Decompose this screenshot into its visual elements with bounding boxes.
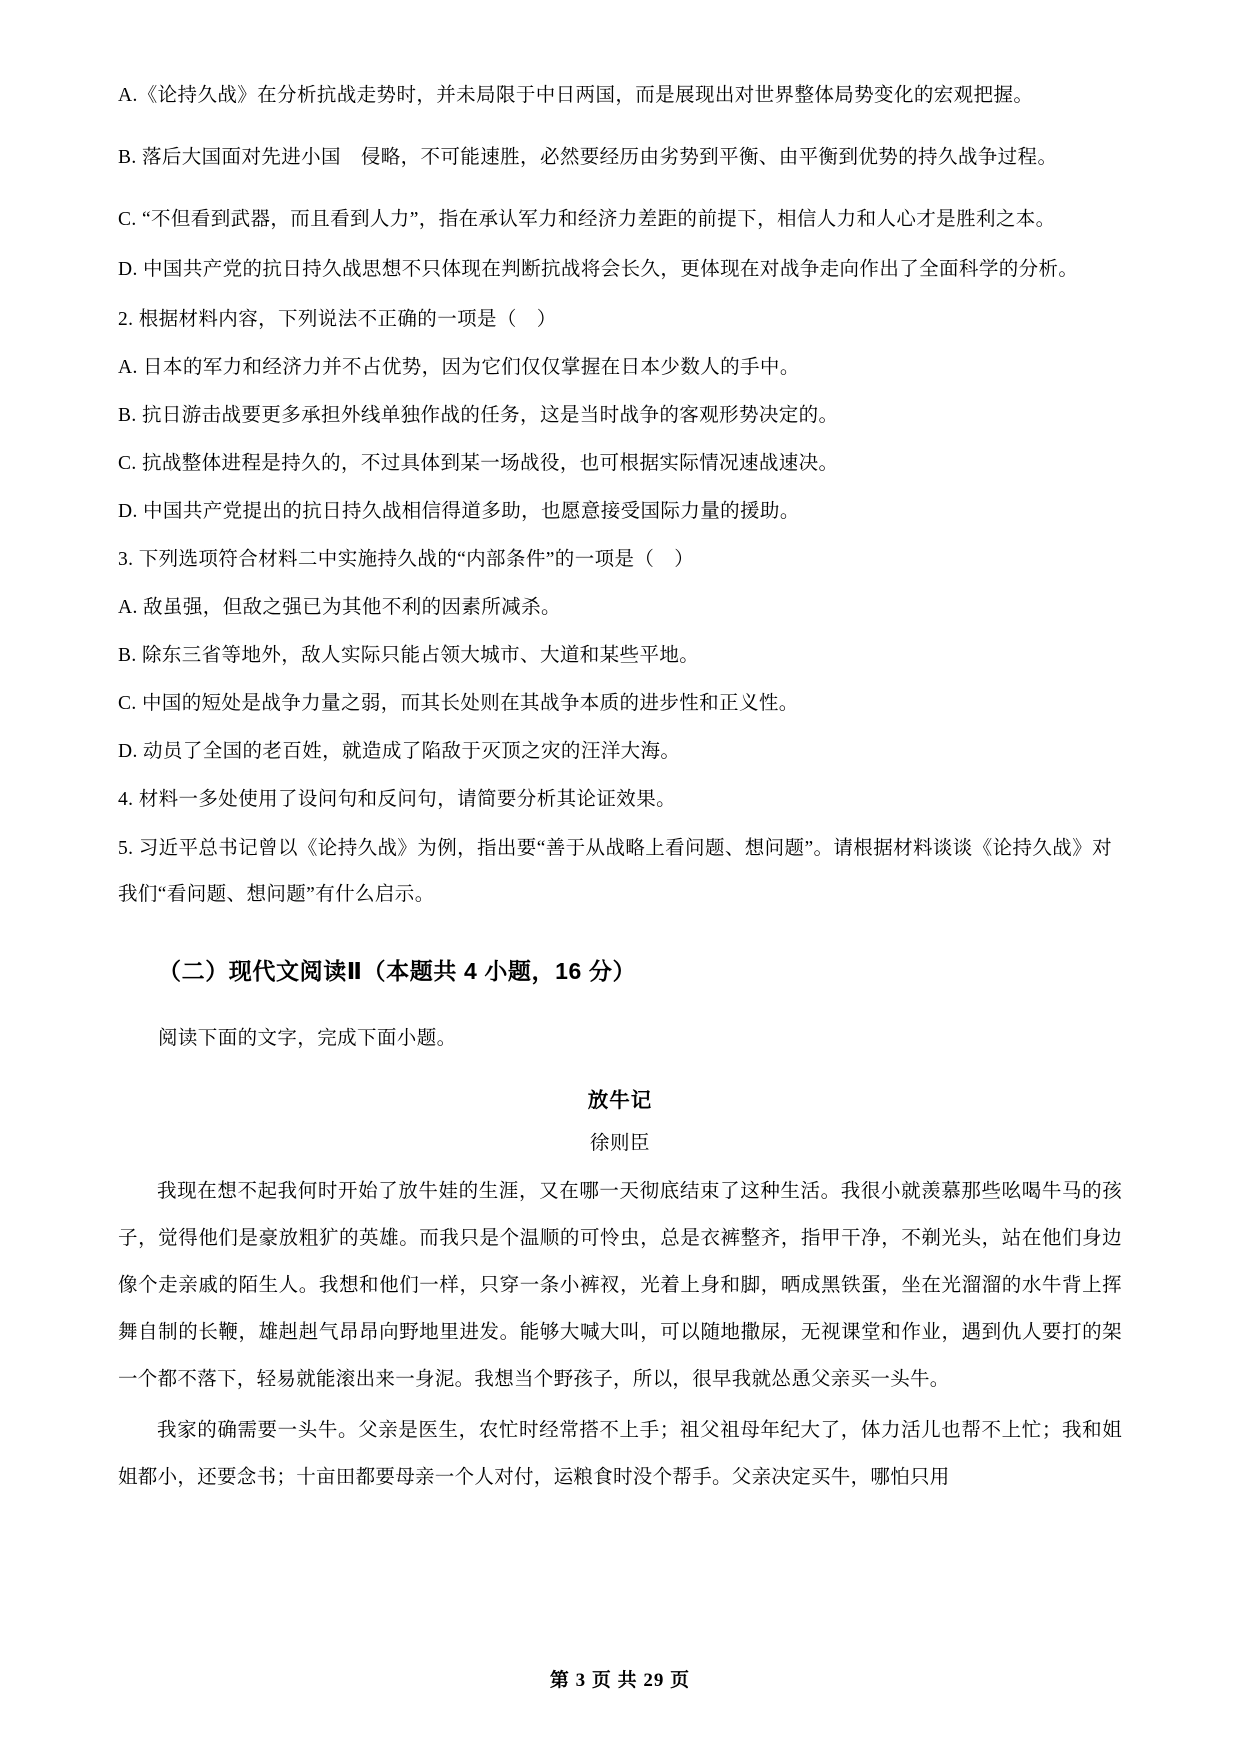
- q2-option-b: B. 抗日游击战要更多承担外线单独作战的任务，这是当时战争的客观形势决定的。: [118, 405, 839, 426]
- article-paragraph: 我家的确需要一头牛。父亲是医生，农忙时经常搭不上手；祖父祖母年纪大了，体力活儿也帮不上忙；我和姐姐都小，还要念书；十亩田都要母亲一个人对付，运粮食时没个帮手。父亲决定买牛，哪怕只用: [118, 1420, 1122, 1488]
- article-author: 徐则臣: [589, 1133, 651, 1154]
- q1-option-c: C. “不但看到武器，而且看到人力”，指在承认军力和经济力差距的前提下，相信人力和人心才是胜利之本。: [118, 209, 1056, 230]
- section-2-heading: （二）现代文阅读Ⅱ（本题共 4 小题，16 分）: [158, 958, 637, 984]
- q2-stem: 2. 根据材料内容，下列说法不正确的一项是（ ）: [118, 309, 557, 330]
- q3-option-a: A. 敌虽强，但敌之强已为其他不利的因素所减杀。: [118, 597, 561, 618]
- q1-option-d: D. 中国共产党的抗日持久战思想不只体现在判断抗战将会长久，更体现在对战争走向作出了全面科学的分析。: [118, 259, 1079, 280]
- q3-stem: 3. 下列选项符合材料二中实施持久战的“内部条件”的一项是（ ）: [118, 549, 695, 570]
- q3-option-b: B. 除东三省等地外，敌人实际只能占领大城市、大道和某些平地。: [118, 645, 700, 666]
- q3-option-c: C. 中国的短处是战争力量之弱，而其长处则在其战争本质的进步性和正义性。: [118, 693, 799, 714]
- q1-option-a: A.《论持久战》在分析抗战走势时，并未局限于中日两国，而是展现出对世界整体局势变化的宏观把握。: [118, 85, 1034, 106]
- q1-option-b: B. 落后大国面对先进小国 侵略，不可能速胜，必然要经历由劣势到平衡、由平衡到优势的持久战争过程。: [118, 147, 1058, 168]
- page-content: [118, 74, 1122, 1501]
- q3-option-d: D. 动员了全国的老百姓，就造成了陷敌于灭顶之灾的汪洋大海。: [118, 741, 681, 762]
- q2-option-c: C. 抗战整体进程是持久的，不过具体到某一场战役，也可根据实际情况速战速决。: [118, 453, 839, 474]
- spacer: [118, 118, 1122, 136]
- q2-option-a: A. 日本的军力和经济力并不占优势，因为它们仅仅掌握在日本少数人的手中。: [118, 357, 800, 378]
- section-2-lead-in: 阅读下面的文字，完成下面小题。: [158, 1028, 457, 1049]
- q4-stem: 4. 材料一多处使用了设问句和反问句，请简要分析其论证效果。: [118, 789, 677, 810]
- spacer: [118, 180, 1122, 198]
- article-paragraph: 我现在想不起我何时开始了放牛娃的生涯，又在哪一天彻底结束了这种生活。我很小就羡慕那些吆喝牛马的孩子，觉得他们是豪放粗犷的英雄。而我只是个温顺的可怜虫，总是衣裤整齐，指甲干净，不剃光头，站在他们身边像个走亲戚的陌生人。我想和他们一样，只穿一条小裤衩，光着上身和脚，晒成黑铁蛋，坐在光溜溜的水牛背上挥舞自制的长鞭，雄赳赳气昂昂向野地里进发。能够大喊大叫，可以随地撒尿，无视课堂和作业，遇到仇人要打的架一个都不落下，轻易就能滚出来一身泥。我想当个野孩子，所以，很早我就怂恿父亲买一头牛。: [118, 1181, 1122, 1390]
- q2-option-d: D. 中国共产党提出的抗日持久战相信得道多助，也愿意接受国际力量的援助。: [118, 501, 800, 522]
- q5-stem: 5. 习近平总书记曾以《论持久战》为例，指出要“善于从战略上看问题、想问题”。请根据材料谈谈《论持久战》对我们“看问题、想问题”有什么启示。: [118, 838, 1113, 905]
- article-title: 放牛记: [587, 1089, 653, 1112]
- page-footer: 第 3 页 共 29 页: [549, 1670, 691, 1691]
